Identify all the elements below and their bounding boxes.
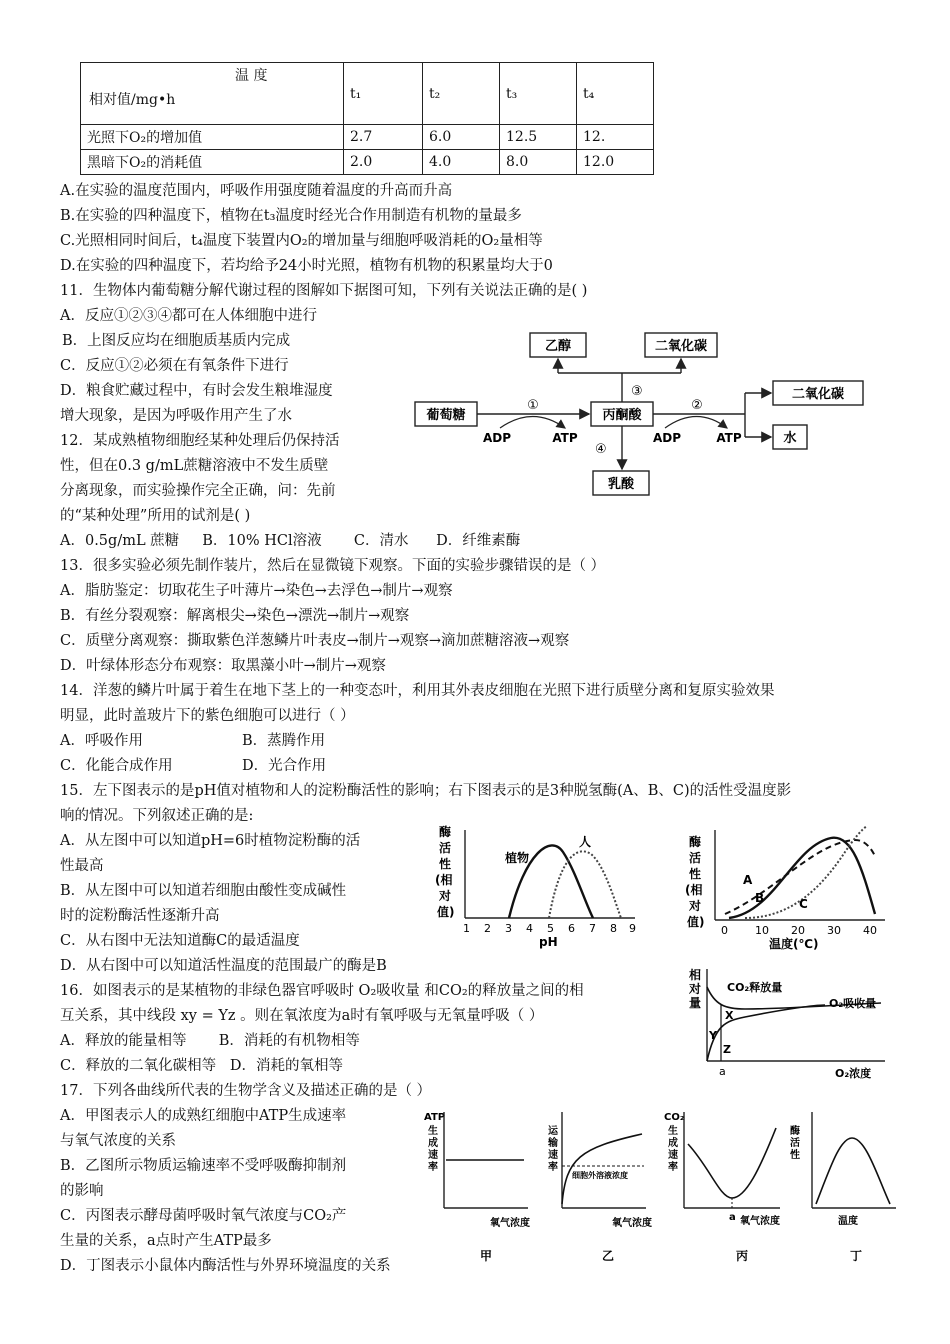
chart-bing — [664, 1112, 780, 1263]
atp-label: ATP — [552, 431, 578, 445]
q10-option-a: A.在实验的温度范围内，呼吸作用强度随着温度的升高而升高 — [60, 183, 453, 199]
q15-stem-cont: 响的情况。下列叙述正确的是: — [60, 808, 254, 824]
q13-option-b: B．有丝分裂观察：解离根尖→染色→漂洗→制片→观察 — [60, 608, 410, 624]
q12-line: 分离现象，而实验操作完全正确，问：先前 — [60, 483, 336, 499]
q14-option-d: D．光合作用 — [242, 758, 327, 774]
point-a: a — [729, 1212, 736, 1223]
x-label: pH — [539, 935, 558, 949]
y-label: 输 — [548, 1138, 558, 1149]
y-label: 相 — [689, 968, 702, 982]
y-label: 酶 — [439, 825, 452, 839]
note-label: 细胞外溶液浓度 — [572, 1171, 628, 1180]
point-z: Z — [723, 1043, 731, 1056]
table-row — [81, 125, 654, 150]
q10-option-c: C.光照相同时间后，t₄温度下装置内O₂的增加量与细胞呼吸消耗的O₂量相等 — [60, 233, 543, 249]
x-ticks — [463, 922, 636, 935]
q11-option-c: C．反应①②必须在有氧条件下进行 — [60, 358, 289, 374]
y-label: 对 — [689, 982, 702, 996]
y-label: (相 — [435, 873, 453, 887]
chart-jia — [424, 1112, 530, 1263]
chart-yi — [547, 1112, 652, 1263]
y-label: CO₂ — [664, 1112, 685, 1123]
reaction-2: ② — [691, 398, 703, 413]
tick: 4 — [526, 922, 533, 935]
glucose-label: 葡萄糖 — [426, 408, 466, 423]
q17-option-a-cont: 与氧气浓度的关系 — [60, 1133, 176, 1149]
human-curve — [549, 851, 621, 918]
y-label: 对 — [439, 889, 452, 903]
y-label: 率 — [668, 1162, 678, 1173]
cell: 2.0 — [344, 150, 423, 175]
y-label: (相 — [685, 883, 703, 897]
q17-option-c-cont: 生量的关系，a点时产生ATP最多 — [60, 1233, 272, 1249]
cell: 4.0 — [423, 150, 500, 175]
tick: 9 — [629, 922, 636, 935]
reaction-1: ① — [527, 398, 539, 413]
tick: 7 — [589, 922, 596, 935]
tick: 30 — [827, 924, 841, 937]
cell: 8.0 — [500, 150, 577, 175]
q17-option-a: A．甲图表示人的成熟红细胞中ATP生成速率 — [60, 1108, 347, 1124]
x-label: 氧气浓度 — [740, 1216, 780, 1227]
q15-option-b-cont: 时的淀粉酶活性逐渐升高 — [60, 908, 220, 924]
glucose-metabolism-diagram — [405, 325, 885, 500]
co2-label-a: 二氧化碳 — [654, 339, 708, 354]
chart-name: 乙 — [602, 1249, 615, 1263]
y-label: 成 — [668, 1138, 678, 1149]
o2-co2-chart — [685, 965, 890, 1083]
y-label: 值) — [437, 905, 455, 919]
plant-label: 植物 — [505, 851, 530, 865]
y-label: ATP — [424, 1112, 446, 1123]
cell: 12.5 — [500, 125, 577, 150]
ethanol-label: 乙醇 — [544, 339, 572, 354]
q16-options-row1: A．释放的能量相等 B．消耗的有机物相等 — [60, 1033, 360, 1049]
bing-curve — [688, 1128, 776, 1198]
y-label: 速 — [548, 1150, 558, 1161]
y-label: 性 — [790, 1150, 800, 1161]
lactic-label: 乳酸 — [607, 477, 635, 492]
label-a: A — [743, 873, 753, 887]
adp-label: ADP — [482, 431, 512, 445]
q17-charts — [420, 1108, 900, 1278]
y-label: 对 — [689, 899, 702, 913]
y-label: 生 — [428, 1126, 438, 1137]
tick: 2 — [484, 922, 491, 935]
table-row — [81, 150, 654, 175]
q15-option-b: B．从左图中可以知道若细胞由酸性变成碱性 — [60, 883, 347, 899]
q11-option-d-cont: 增大现象，是因为呼吸作用产生了水 — [60, 408, 292, 424]
y-label: 酶 — [790, 1126, 800, 1137]
y-label: 活 — [689, 851, 702, 865]
o2-label: O₂吸收量 — [829, 997, 877, 1010]
chart-ding — [790, 1112, 896, 1263]
data-table — [80, 62, 654, 175]
y-label: 量 — [689, 996, 702, 1010]
yi-curve — [562, 1134, 642, 1204]
cell: 12. — [577, 125, 654, 150]
q17-option-c: C．丙图表示酵母菌呼吸时氧气浓度与CO₂产 — [60, 1208, 347, 1224]
q13-option-c: C．质壁分离观察：撕取紫色洋葱鳞片叶表皮→制片→观察→滴加蔗糖溶液→观察 — [60, 633, 570, 649]
q11-option-b: B．上图反应均在细胞质基质内完成 — [62, 333, 291, 349]
col-t3: t₃ — [500, 63, 577, 125]
reaction-4: ④ — [595, 442, 607, 457]
x-label: 氧气浓度 — [490, 1218, 530, 1229]
q16-stem: 16．如图表示的是某植物的非绿色器官呼吸时 O₂吸收量 和CO₂的释放量之间的相 — [60, 983, 584, 999]
col-t1: t₁ — [344, 63, 423, 125]
tick: 40 — [863, 924, 877, 937]
cell: 6.0 — [423, 125, 500, 150]
q15-option-a: A．从左图中可以知道pH=6时植物淀粉酶的活 — [60, 833, 361, 849]
q15-option-d: D．从右图中可以知道活性温度的范围最广的酶是B — [60, 958, 387, 974]
cell: 12.0 — [577, 150, 654, 175]
co2-label: CO₂释放量 — [727, 981, 783, 994]
q16-stem-cont: 互关系，其中线段 xy = Yz 。则在氧浓度为a时有氧呼吸与无氧量呼吸（ ） — [60, 1008, 544, 1024]
x-label: 氧气浓度 — [612, 1218, 652, 1229]
q10-option-d: D.在实验的四种温度下，若均给予24小时光照，植物有机物的积累量均大于0 — [60, 258, 553, 274]
tick: 10 — [755, 924, 769, 937]
y-label: 运 — [548, 1126, 558, 1137]
label-c: C — [799, 897, 808, 911]
q13-option-a: A．脂肪鉴定：切取花生子叶薄片→染色→去浮色→制片→观察 — [60, 583, 453, 599]
y-label: 活 — [790, 1138, 800, 1149]
q11-option-a: A．反应①②③④都可在人体细胞中进行 — [60, 308, 317, 324]
y-label: 性 — [439, 857, 452, 871]
water-label: 水 — [783, 431, 797, 446]
cell: 2.7 — [344, 125, 423, 150]
q11-stem: 11．生物体内葡萄糖分解代谢过程的图解如下据图可知，下列有关说法正确的是( ) — [60, 283, 588, 299]
y-label: 酶 — [689, 835, 702, 849]
tick: 8 — [610, 922, 617, 935]
adp-label: ADP — [652, 431, 682, 445]
chart-name: 丙 — [736, 1249, 749, 1263]
pyruvate-label: 丙酮酸 — [602, 408, 642, 423]
chart-name: 丁 — [850, 1249, 863, 1263]
y-label: 性 — [689, 867, 702, 881]
q12-options: A．0.5g/mL 蔗糖 B．10% HCl溶液 C．清水 D．纤维素酶 — [60, 533, 521, 549]
q12-line: 性，但在0.3 g/mL蔗糖溶液中不发生质壁 — [60, 458, 329, 474]
tick: 20 — [791, 924, 805, 937]
q13-option-d: D．叶绿体形态分布观察：取黑藻小叶→制片→观察 — [60, 658, 386, 674]
y-label: 率 — [548, 1162, 558, 1173]
q17-option-d: D．丁图表示小鼠体内酶活性与外界环境温度的关系 — [60, 1258, 391, 1274]
q14-stem-cont: 明显，此时盖玻片下的紫色细胞可以进行（ ） — [60, 708, 355, 724]
q14-option-a: A．呼吸作用 — [60, 733, 143, 749]
q12-line: 的“某种处理”所用的试剂是( ) — [60, 508, 251, 524]
y-label: 成 — [428, 1138, 438, 1149]
col-t4: t₄ — [577, 63, 654, 125]
label-b: B — [755, 891, 765, 905]
header-bottom: 相对值/mg•h — [89, 92, 176, 108]
q15-stem: 15．左下图表示的是pH值对植物和人的淀粉酶活性的影响；右下图表示的是3种脱氢酶(A、B、C)的活性受温度影 — [60, 783, 792, 799]
x-label: 温度 — [838, 1216, 858, 1227]
reaction-3: ③ — [631, 384, 643, 399]
q14-option-b: B．蒸腾作用 — [242, 733, 326, 749]
q13-stem: 13．很多实验必须先制作装片，然后在显微镜下观察。下面的实验步骤错误的是（ ） — [60, 558, 606, 574]
y-label: 速 — [668, 1150, 678, 1161]
ding-curve — [816, 1138, 890, 1204]
point-a: a — [719, 1065, 726, 1078]
q15-option-a-cont: 性最高 — [60, 858, 104, 874]
x-label: 温度(℃) — [769, 937, 819, 951]
q16-options-row2: C．释放的二氧化碳相等 D．消耗的氧相等 — [60, 1058, 344, 1074]
row-label: 光照下O₂的增加值 — [81, 125, 344, 150]
q14-stem: 14．洋葱的鳞片叶属于着生在地下茎上的一种变态叶，利用其外表皮细胞在光照下进行质壁分离和复原实验效果 — [60, 683, 775, 699]
x-label: O₂浓度 — [835, 1067, 872, 1080]
col-t2: t₂ — [423, 63, 500, 125]
atp-label: ATP — [716, 431, 742, 445]
q17-option-b: B．乙图所示物质运输速率不受呼吸酶抑制剂 — [60, 1158, 347, 1174]
y-label: 率 — [428, 1162, 438, 1173]
co2-label-b: 二氧化碳 — [791, 387, 845, 402]
q17-stem: 17．下列各曲线所代表的生物学含义及描述正确的是（ ） — [60, 1083, 432, 1099]
ph-enzyme-chart — [435, 822, 640, 952]
temperature-enzyme-chart — [685, 822, 890, 952]
tick: 5 — [547, 922, 554, 935]
row-label: 黑暗下O₂的消耗值 — [81, 150, 344, 175]
tick: 1 — [463, 922, 470, 935]
y-label: 生 — [668, 1126, 678, 1137]
tick: 6 — [568, 922, 575, 935]
tick: 3 — [505, 922, 512, 935]
table-header-cell — [81, 63, 344, 125]
y-label: 速 — [428, 1150, 438, 1161]
q15-option-c: C．从右图中无法知道酶C的最适温度 — [60, 933, 300, 949]
q17-option-b-cont: 的影响 — [60, 1183, 104, 1199]
q14-option-c: C．化能合成作用 — [60, 758, 173, 774]
point-x: X — [725, 1009, 734, 1022]
human-label: 人 — [579, 835, 592, 849]
chart-name: 甲 — [480, 1249, 493, 1263]
point-y: Y — [709, 1029, 717, 1042]
q12-line: 12．某成熟植物细胞经某种处理后仍保持活 — [60, 433, 340, 449]
y-label: 活 — [439, 841, 452, 855]
q10-option-b: B.在实验的四种温度下，植物在t₃温度时经光合作用制造有机物的量最多 — [60, 208, 522, 224]
y-label: 值) — [687, 915, 705, 929]
tick: 0 — [721, 924, 728, 937]
q11-option-d: D．粮食贮藏过程中，有时会发生粮堆湿度 — [60, 383, 333, 399]
header-top: 温 度 — [235, 68, 268, 84]
